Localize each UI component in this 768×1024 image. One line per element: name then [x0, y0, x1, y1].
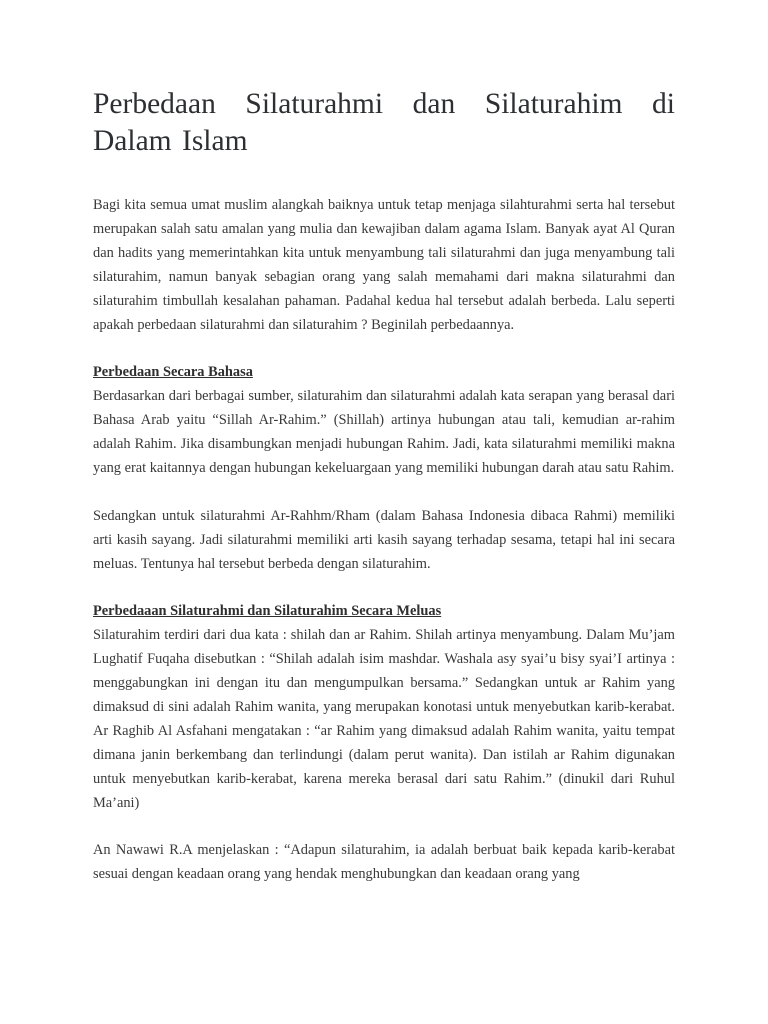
intro-paragraph: Bagi kita semua umat muslim alangkah baiknya untuk tetap menjaga silahturahmi serta hal tersebut merupakan salah satu amalan yang mulia dan kewajiban dalam agama Islam. Banyak ayat Al Quran dan hadits yang memerintahkan kita untuk menyambung tali silaturahmi dan juga menyambung tali silaturahim, namun banyak sebagian orang yang salah memahami dari makna silaturahmi dan silaturahim timbullah kesalahan pahaman. Padahal kedua hal tersebut adalah berbeda. Lalu seperti apakah perbedaan silaturahmi dan silaturahim ? Beginilah perbedaannya. [93, 197, 675, 333]
section-heading: Perbedaan Secara Bahasa [93, 364, 253, 381]
section-bahasa [93, 361, 675, 576]
section-heading: Perbedaaan Silaturahmi dan Silaturahim Secara Meluas [93, 603, 442, 620]
section-paragraph: Berdasarkan dari berbagai sumber, silaturahim dan silaturahmi adalah kata serapan yang berasal dari Bahasa Arab yaitu “Sillah Ar-Rahim.” (Shillah) artinya hubungan atau tali, kemudian ar-rahim adalah Rahim. Jika disambungkan menjadi hubungan Rahim. Jadi, kata silaturahmi memiliki makna yang erat kaitannya dengan hubungan kekeluargaan yang memiliki hubungan darah atau satu Rahim. [93, 388, 675, 476]
section-meluas [93, 600, 675, 887]
document-title: Perbedaan Silaturahmi dan Silaturahim di Dalam Islam [93, 88, 675, 157]
section-paragraph: An Nawawi R.A menjelaskan : “Adapun silaturahim, ia adalah berbuat baik kepada karib-kerabat sesuai dengan keadaan orang yang hendak menghubungkan dan keadaan orang yang [93, 842, 675, 883]
document-page [93, 86, 675, 911]
section-paragraph: Sedangkan untuk silaturahmi Ar-Rahhm/Rham (dalam Bahasa Indonesia dibaca Rahmi) memiliki arti kasih sayang. Jadi silaturahmi memiliki arti kasih sayang terhadap sesama, tetapi hal ini secara meluas. Tentunya hal tersebut berbeda dengan silaturahim. [93, 507, 675, 572]
section-paragraph: Silaturahim terdiri dari dua kata : shilah dan ar Rahim. Shilah artinya menyambung. Dalam Mu’jam Lughatif Fuqaha disebutkan : “Shilah adalah isim mashdar. Washala asy syai’u bisy syai’I artinya : menggabungkan ini dengan itu dan mengumpulkan bersama.” Sedangkan untuk ar Rahim yang dimaksud di sini adalah Rahim wanita, yang merupakan konotasi untuk menyebutkan karib-kerabat. Ar Raghib Al Asfahani mengatakan : “ar Rahim yang dimaksud adalah Rahim wanita, yaitu tempat dimana janin berkembang dan terlindungi (dalam perut wanita). Dan istilah ar Rahim digunakan untuk menyebutkan karib-kerabat, karena mereka berasal dari satu Rahim.” (dinukil dari Ruhul Ma’ani) [93, 627, 675, 811]
